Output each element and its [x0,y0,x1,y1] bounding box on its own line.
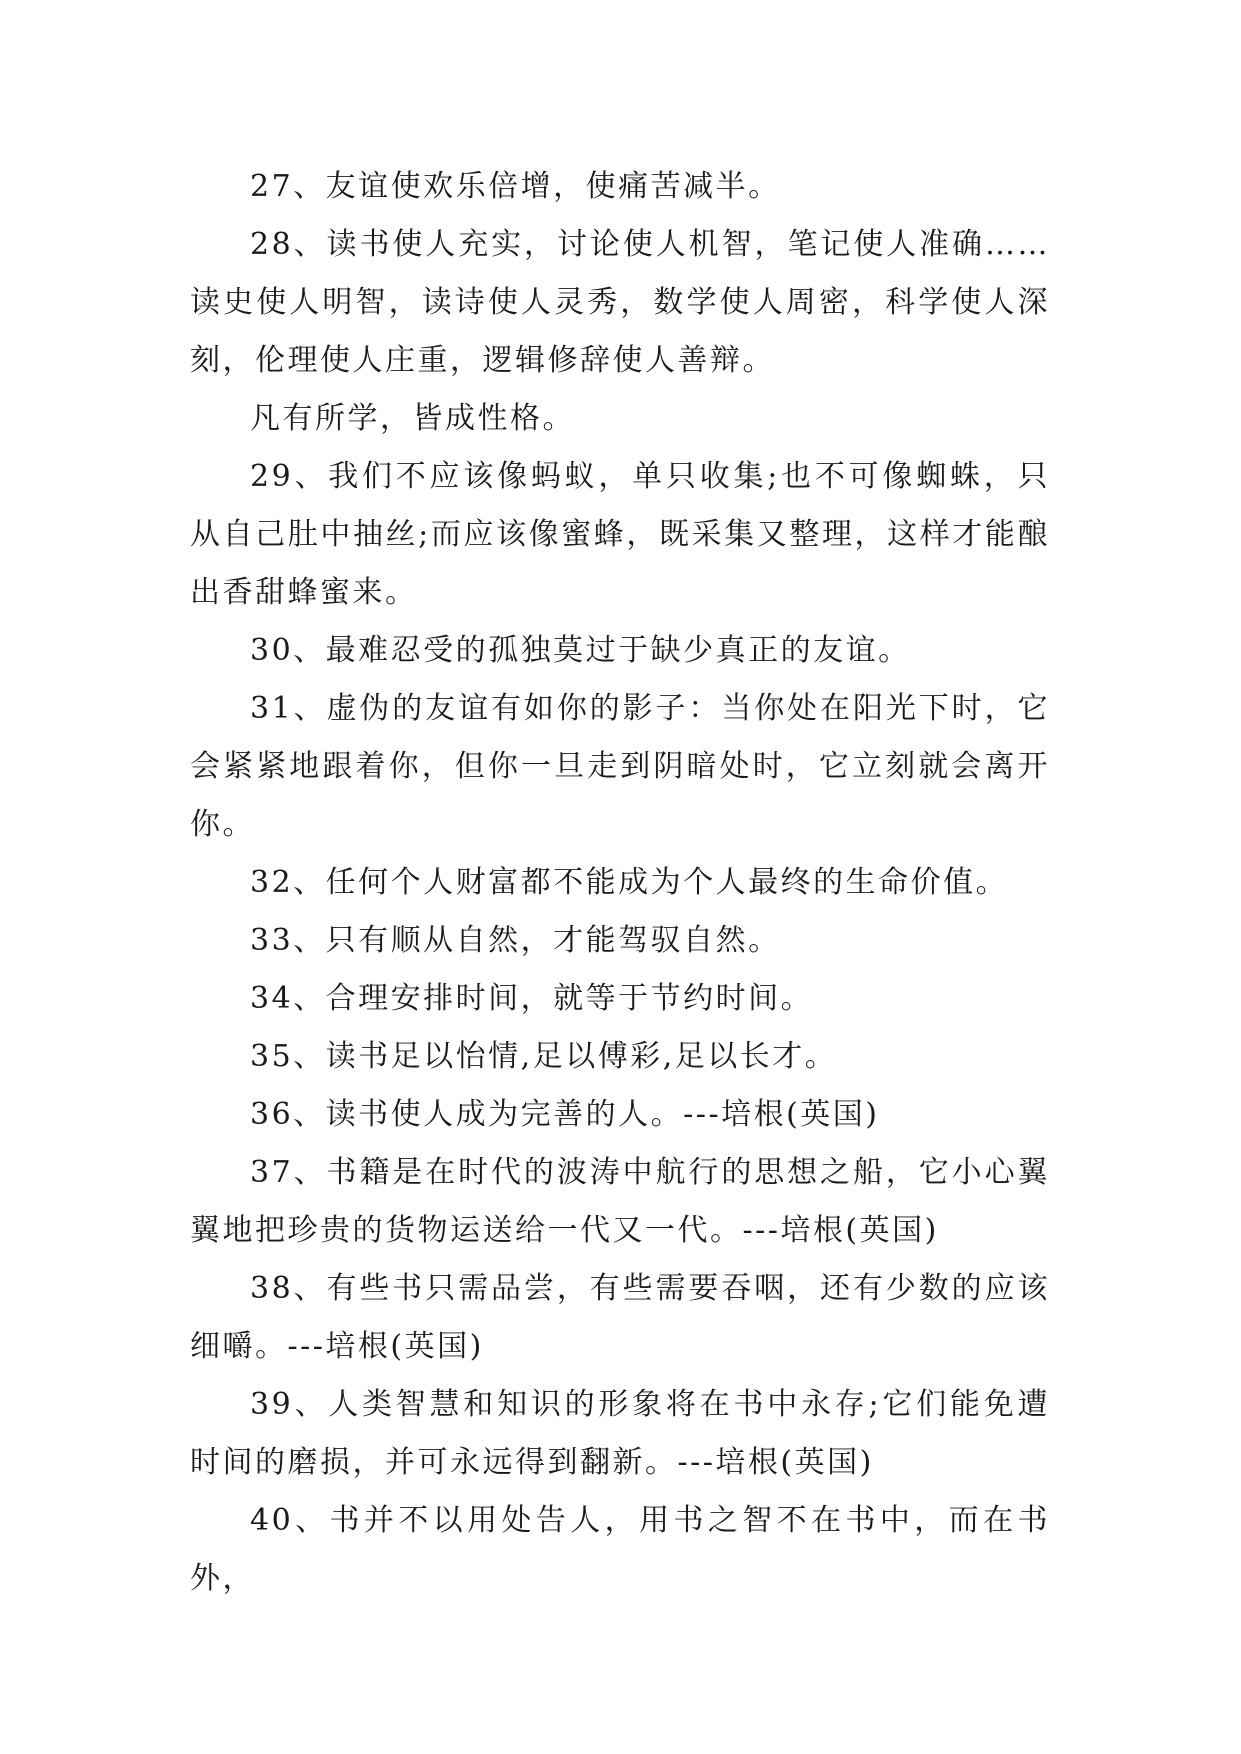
paragraph-38: 38、有些书只需品尝，有些需要吞咽，还有少数的应该细嚼。---培根(英国) [190,1271,1050,1364]
paragraph-33: 33、只有顺从自然，才能驾驭自然。 [250,923,781,958]
paragraph-30: 30、最难忍受的孤独莫过于缺少真正的友谊。 [250,633,911,668]
paragraph-37: 37、书籍是在时代的波涛中航行的思想之船，它小心翼翼地把珍贵的货物运送给一代又一代。---培根(英国) [190,1155,1050,1248]
paragraph-34: 34、合理安排时间，就等于节约时间。 [250,981,814,1016]
paragraph-39: 39、人类智慧和知识的形象将在书中永存;它们能免遭时间的磨损，并可永远得到翻新。---培根(英国) [190,1387,1050,1480]
paragraph-40: 40、书并不以用处告人，用书之智不在书中，而在书外， [190,1503,1050,1596]
paragraph-36: 36、读书使人成为完善的人。---培根(英国) [250,1097,880,1132]
paragraph-28: 28、读书使人充实，讨论使人机智，笔记使人准确……读史使人明智，读诗使人灵秀，数学使人周密，科学使人深刻，伦理使人庄重，逻辑修辞使人善辩。 [190,227,1050,378]
paragraph-27: 27、友谊使欢乐倍增，使痛苦减半。 [250,169,781,204]
paragraph-29: 29、我们不应该像蚂蚁，单只收集;也不可像蜘蛛，只从自己肚中抽丝;而应该像蜜蜂，既采集又整理，这样才能酿出香甜蜂蜜来。 [190,459,1050,610]
paragraph-32: 32、任何个人财富都不能成为个人最终的生命价值。 [250,865,1009,900]
paragraph-31: 31、虚伪的友谊有如你的影子：当你处在阳光下时，它会紧紧地跟着你，但你一旦走到阴暗处时，它立刻就会离开你。 [190,691,1050,842]
paragraph-35: 35、读书足以怡情,足以傅彩,足以长才。 [250,1039,838,1074]
document-page [190,158,1050,1608]
paragraph-28-continued: 凡有所学，皆成性格。 [250,401,575,436]
